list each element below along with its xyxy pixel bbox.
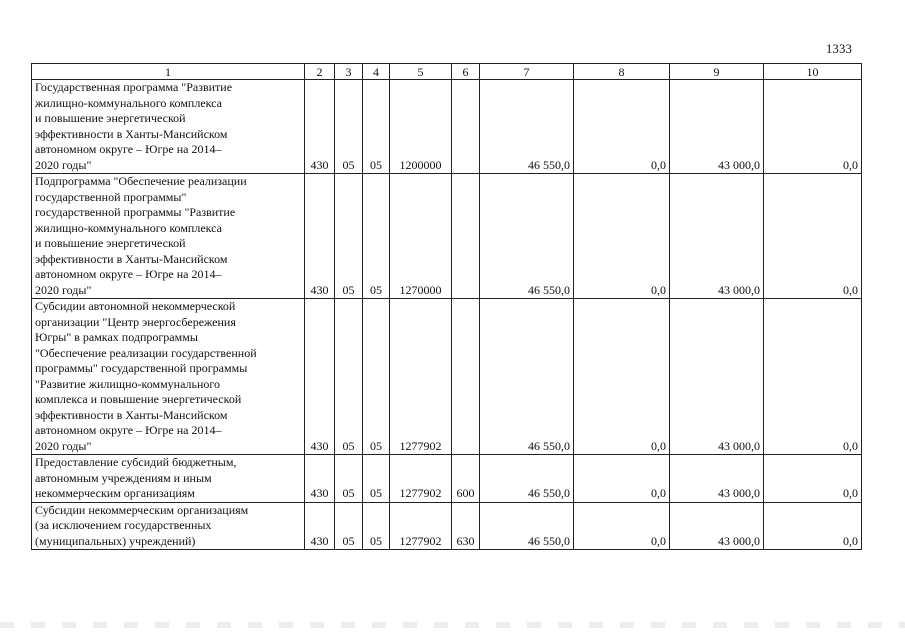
cell-col-5: 1270000 <box>390 174 452 299</box>
page-number: 1333 <box>826 42 853 56</box>
row-name: Государственная программа "Развитие жилищно-коммунального комплекса и повышение энергетической эффективности в Ханты-Мансийском автономном округе – Югре на 2014– 2020 годы" <box>32 80 305 174</box>
cell-col-4: 05 <box>363 174 390 299</box>
cell-col-6 <box>452 299 480 455</box>
cell-col-9: 43 000,0 <box>670 174 764 299</box>
cell-col-4: 05 <box>363 80 390 174</box>
row-name: Субсидии некоммерческим организациям (за исключением государственных (муниципальных) учреждений) <box>32 502 305 550</box>
cell-col-5: 1200000 <box>390 80 452 174</box>
header-col-6: 6 <box>452 64 480 80</box>
cell-col-10: 0,0 <box>764 174 862 299</box>
cell-col-7: 46 550,0 <box>480 502 574 550</box>
cell-col-8: 0,0 <box>574 80 670 174</box>
cell-col-7: 46 550,0 <box>480 174 574 299</box>
row-name: Предоставление субсидий бюджетным, автономным учреждениям и иным некоммерческим организациям <box>32 455 305 503</box>
table-row <box>32 455 862 503</box>
scan-artifact-strip <box>0 622 905 628</box>
cell-col-4: 05 <box>363 299 390 455</box>
header-row <box>32 64 862 80</box>
cell-col-7: 46 550,0 <box>480 455 574 503</box>
table-row <box>32 299 862 455</box>
cell-col-3: 05 <box>335 80 363 174</box>
cell-col-3: 05 <box>335 174 363 299</box>
header-col-2: 2 <box>305 64 335 80</box>
table-row <box>32 80 862 174</box>
cell-col-10: 0,0 <box>764 80 862 174</box>
cell-col-3: 05 <box>335 502 363 550</box>
header-col-3: 3 <box>335 64 363 80</box>
header-col-1: 1 <box>32 64 305 80</box>
cell-col-5: 1277902 <box>390 455 452 503</box>
cell-col-8: 0,0 <box>574 455 670 503</box>
cell-col-8: 0,0 <box>574 299 670 455</box>
cell-col-10: 0,0 <box>764 502 862 550</box>
row-name: Субсидии автономной некоммерческой организации "Центр энергосбережения Югры" в рамках подпрограммы "Обеспечение реализации государственной программы" государственной программы "Развитие жилищно-коммунального комплекса и повышение энергетической эффективности в Ханты-Мансийском автономном округе – Югре на 2014– 2020 годы" <box>32 299 305 455</box>
header-col-9: 9 <box>670 64 764 80</box>
cell-col-9: 43 000,0 <box>670 455 764 503</box>
row-name: Подпрограмма "Обеспечение реализации государственной программы" государственной программы "Развитие жилищно-коммунального комплекса и повышение энергетической эффективности в Ханты-Мансийском автономном округе – Югре на 2014– 2020 годы" <box>32 174 305 299</box>
cell-col-9: 43 000,0 <box>670 502 764 550</box>
cell-col-6: 600 <box>452 455 480 503</box>
header-col-10: 10 <box>764 64 862 80</box>
cell-col-3: 05 <box>335 299 363 455</box>
table-row <box>32 174 862 299</box>
cell-col-5: 1277902 <box>390 299 452 455</box>
cell-col-7: 46 550,0 <box>480 80 574 174</box>
cell-col-2: 430 <box>305 455 335 503</box>
table-row <box>32 502 862 550</box>
cell-col-10: 0,0 <box>764 455 862 503</box>
header-col-7: 7 <box>480 64 574 80</box>
cell-col-6: 630 <box>452 502 480 550</box>
cell-col-2: 430 <box>305 502 335 550</box>
header-col-8: 8 <box>574 64 670 80</box>
budget-table <box>31 63 862 550</box>
cell-col-9: 43 000,0 <box>670 299 764 455</box>
cell-col-7: 46 550,0 <box>480 299 574 455</box>
cell-col-4: 05 <box>363 502 390 550</box>
header-col-4: 4 <box>363 64 390 80</box>
cell-col-5: 1277902 <box>390 502 452 550</box>
cell-col-8: 0,0 <box>574 174 670 299</box>
cell-col-2: 430 <box>305 299 335 455</box>
cell-col-2: 430 <box>305 174 335 299</box>
cell-col-6 <box>452 174 480 299</box>
cell-col-3: 05 <box>335 455 363 503</box>
cell-col-6 <box>452 80 480 174</box>
cell-col-2: 430 <box>305 80 335 174</box>
cell-col-9: 43 000,0 <box>670 80 764 174</box>
cell-col-10: 0,0 <box>764 299 862 455</box>
cell-col-4: 05 <box>363 455 390 503</box>
cell-col-8: 0,0 <box>574 502 670 550</box>
header-col-5: 5 <box>390 64 452 80</box>
